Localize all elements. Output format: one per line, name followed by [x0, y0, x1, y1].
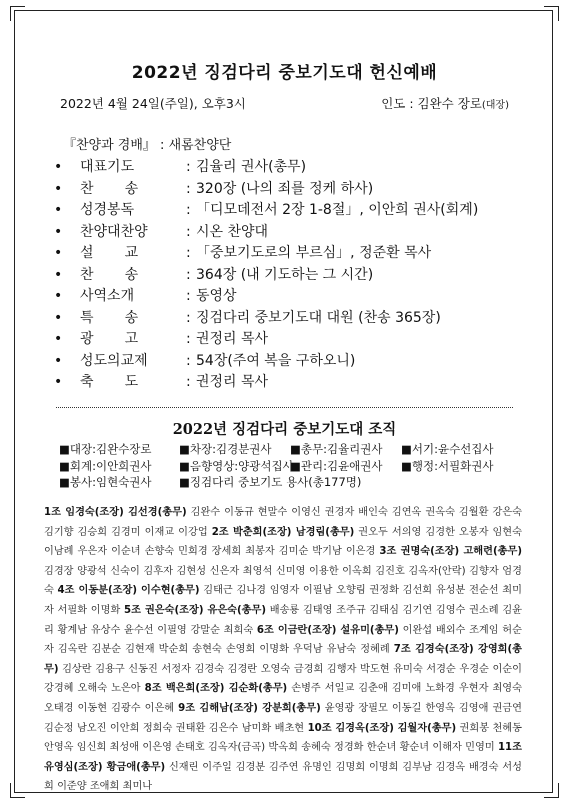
program-value: 54장(주여 복을 구하오니) — [196, 352, 356, 369]
roles-list — [59, 441, 519, 491]
bullet-icon: • — [54, 202, 63, 218]
program-label: 찬 송 — [80, 180, 139, 197]
label-separator: : — [186, 352, 191, 369]
group-members-text: 배송룡 김태영 조주규 김태심 김기연 김영수 권소례 김윤리 황계남 유상수 윤수선 이필영 강말순 최희숙 — [44, 604, 523, 636]
program-value: 권정리 목사 — [196, 374, 269, 390]
role-entry: ■음향영상:양광석집사 — [179, 458, 294, 473]
group-head: 2조 박춘희(조장) 남경림(총무) — [211, 526, 355, 538]
group-head: 6조 이금란(조장) 설유미(총무) — [256, 624, 399, 636]
roles-row — [59, 458, 519, 475]
role-entry: ■징검다리 중보기도 용사(총177명) — [179, 475, 362, 489]
group-head: 7조 김경숙(조장) 강영희(총무) — [44, 644, 522, 675]
group-members-text: 손병주 서일교 김춘애 김미애 노화경 우현자 최영숙 오태경 이동현 김광수 이은혜 — [44, 683, 522, 714]
program-value: 364장 (내 기도하는 그 시간) — [196, 266, 374, 283]
group-head: 9조 김해남(조장) 강분희(총무) — [178, 702, 321, 714]
group-head: 11조 유영심(조장) 황금애(총무) — [44, 742, 522, 773]
role-entry: ■관리:김윤애권사 — [290, 458, 383, 473]
role-entry: ■회계:이안희권사 — [59, 458, 152, 473]
program-label: 성경봉독 — [80, 202, 135, 218]
program-value: 권정리 목사 — [196, 331, 269, 347]
label-separator: : — [186, 202, 191, 218]
roles-row — [59, 474, 519, 491]
label-separator: : — [186, 331, 191, 347]
corner-ornament — [10, 6, 25, 21]
group-members-text: 윤영광 장필모 이동길 한영옥 김영애 권금연 김순정 남오진 이안희 정희숙 권태환 김은수 남미화 배초현 — [44, 702, 522, 734]
bullet-icon: • — [54, 352, 63, 369]
role-entry: ■봉사:임현숙권사 — [59, 475, 152, 489]
group-members-text: 김태근 김나경 임영자 이필남 오향림 권정화 김선희 유성분 전순선 최미자 서필화 이명화 — [44, 585, 522, 616]
program-label: 찬 송 — [80, 266, 139, 283]
group-members-text: 이완섭 배외수 조계임 허순자 김옥란 김분순 김현재 박순희 송현숙 손영희 이명화 우덕남 유남숙 정혜례 — [44, 624, 522, 656]
group-members-text: 권오두 서의영 김경한 오봉자 임현숙 이남례 우은자 이순녀 손향숙 민희경 장세희 최봉자 김미순 박기남 이은경 — [44, 526, 522, 558]
program-label: 광 고 — [80, 331, 139, 347]
program-value: 시온 찬양대 — [196, 223, 269, 240]
label-separator: : — [186, 159, 191, 175]
program-value: 「디모데전서 2장 1-8절」, 이안희 권사(회계) — [196, 202, 479, 218]
group-head: 5조 권은숙(조장) 유은숙(총무) — [124, 604, 267, 616]
group-members-text: 권희봉 천혜동 안영옥 임신희 최성애 이은영 손태호 김옥자(금곡) 박옥희 송혜숙 정경화 한순녀 황순녀 이해자 민영미 — [44, 722, 522, 754]
label-separator: : — [186, 180, 191, 197]
group-members-text: 신재린 이주일 김경분 김주연 유명인 김명희 이명희 김부남 김경옥 배경숙 서성희 이준양 조애희 최미나 — [44, 761, 522, 793]
program-value: 징검다리 중보기도대 대원 (찬송 365장) — [196, 309, 441, 326]
program-label: 설 교 — [80, 245, 139, 261]
service-date: 2022년 4월 24일(주일), 오후3시 — [60, 96, 246, 111]
group-head: 1조 임경숙(조장) 김선경(총무) — [44, 507, 187, 518]
bullet-icon: • — [54, 266, 63, 283]
bullet-icon: • — [54, 288, 63, 304]
label-separator: : — [186, 374, 191, 390]
label-separator: : — [186, 245, 191, 261]
program-value: 「중보기도로의 부르심」, 정준환 목사 — [196, 245, 432, 261]
bullet-icon: • — [54, 180, 63, 197]
role-entry: ■서기:윤수선집사 — [401, 442, 494, 456]
role-entry: ■총무:김율리권사 — [290, 442, 383, 456]
bullet-icon: • — [54, 374, 63, 390]
bullet-icon: • — [54, 309, 63, 326]
bullet-icon: • — [54, 159, 63, 175]
group-head: 4조 이동분(조장) 이수현(총무) — [57, 585, 200, 597]
corner-ornament — [544, 6, 559, 21]
group-head: 8조 백은희(조장) 김순화(총무) — [144, 683, 288, 695]
corner-ornament — [544, 783, 559, 798]
program-value: 동영상 — [196, 288, 237, 304]
bullet-icon: • — [54, 223, 63, 240]
program-label: 찬양대찬양 — [80, 223, 148, 240]
leader-label: 인도 : 김완수 장로 — [381, 96, 482, 111]
group-members-text: 김경장 양광석 신숙이 김후자 김현성 신은자 최영석 신미영 이용한 이옥희 김진호 김옥자(안락) 김향자 엄경숙 — [44, 565, 522, 597]
label-separator: : — [186, 266, 191, 283]
group-members-text: 김상란 김용구 신동진 서정자 김경숙 김경란 오영숙 금경희 김행자 박도현 유미숙 서경순 우경순 이순이 강경혜 오해숙 노은아 — [44, 663, 522, 695]
label-separator: : — [186, 223, 191, 240]
service-leader — [381, 94, 509, 112]
corner-ornament — [10, 783, 25, 798]
program-value: 김율리 권사(총무) — [196, 159, 307, 175]
role-entry: ■차장:김경분권사 — [179, 442, 272, 456]
group-head: 10조 김경옥(조장) 김월자(총무) — [307, 722, 457, 734]
praise-section: 『찬양과 경배』 : 새롬찬양단 — [63, 138, 232, 153]
label-separator: : — [186, 309, 191, 326]
bullet-icon: • — [54, 245, 63, 261]
bullet-icon: • — [54, 331, 63, 347]
role-entry: ■행정:서필화권사 — [401, 458, 494, 473]
program-label: 특 송 — [80, 309, 139, 326]
organization-title: 2022년 징검다리 중보기도대 조직 — [172, 421, 397, 438]
program-label: 사역소개 — [80, 288, 135, 304]
label-separator: : — [186, 288, 191, 304]
role-entry: ■대장:김완수장로 — [59, 442, 152, 456]
program-label: 축 도 — [80, 374, 139, 390]
roles-row — [59, 441, 519, 458]
group-members-text: 김완수 이동규 현말수 이영신 권경자 배인숙 김연옥 권옥숙 김월환 강은숙 김기향 김승희 김경미 이재교 이강업 — [44, 507, 522, 538]
program-label: 성도의교제 — [80, 352, 148, 369]
program-label: 대표기도 — [80, 159, 135, 175]
divider — [56, 407, 513, 408]
leader-role: (대장) — [481, 100, 509, 111]
group-head: 3조 권명숙(조장) 고해련(총무) — [379, 546, 522, 558]
program-value: 320장 (나의 죄를 정케 하사) — [196, 180, 374, 197]
page-title: 2022년 징검다리 중보기도대 헌신예배 — [131, 63, 438, 83]
group-members — [44, 503, 522, 797]
